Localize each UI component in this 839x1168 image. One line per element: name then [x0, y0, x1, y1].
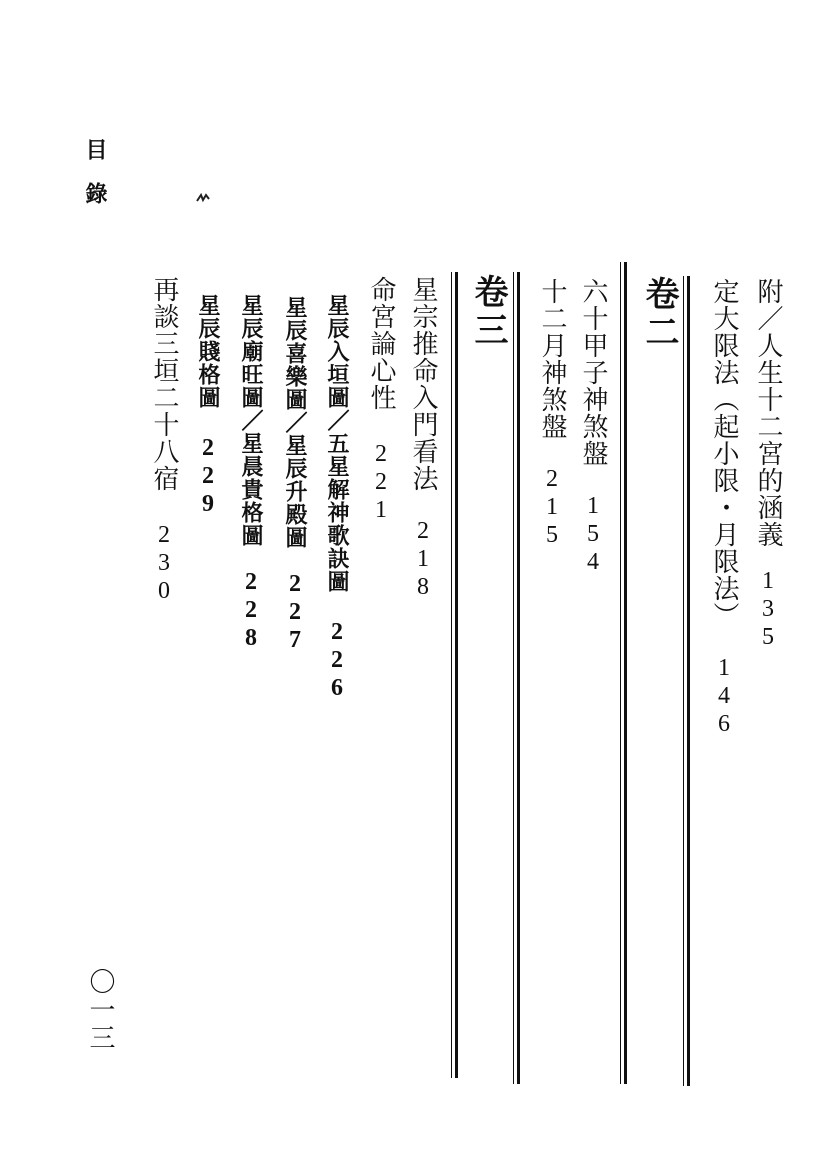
- toc-entry-page: 226: [324, 619, 350, 703]
- ink-mark-icon: [196, 193, 210, 203]
- toc-entry: [706, 278, 743, 739]
- toc-entry-page: 218: [410, 518, 436, 602]
- toc-entry: [405, 276, 442, 602]
- toc-entry: [280, 296, 311, 655]
- toc-entry: [322, 294, 353, 703]
- column-rule: [513, 272, 520, 1084]
- column-rule: [620, 262, 627, 1084]
- toc-entry-title: 十二月神煞盤: [537, 278, 567, 440]
- toc-entry: [575, 278, 612, 577]
- toc-entry-title: 星辰入垣圖／五星解神歌訣圖: [324, 294, 350, 593]
- toc-entry-page: 154: [580, 493, 606, 577]
- toc-entry: [146, 276, 183, 606]
- toc-entry-page: 230: [151, 522, 177, 606]
- toc-entry-title: 附／人生十二宮的涵義: [753, 278, 783, 548]
- toc-entry-page: 146: [711, 655, 737, 739]
- toc-entry-page: 229: [195, 435, 221, 519]
- toc-entry-page: 228: [238, 569, 264, 653]
- running-header-char-2: 錄: [82, 182, 108, 208]
- toc-entry: [534, 278, 571, 550]
- volume-heading: 卷三: [468, 274, 508, 350]
- toc-entry-title: 星辰喜樂圖／星辰升殿圖: [282, 296, 308, 549]
- column-rule: [451, 272, 458, 1078]
- toc-entry-title: 星宗推命入門看法: [408, 276, 438, 492]
- toc-entry-title: 定大限法（起小限・月限法）: [709, 278, 739, 629]
- toc-entry: [193, 294, 224, 519]
- toc-entry-title: 星辰廟旺圖／星晨貴格圖: [238, 294, 264, 547]
- toc-entry-page: 215: [539, 466, 565, 550]
- toc-entry: [236, 294, 267, 653]
- toc-entry-page: 227: [282, 571, 308, 655]
- toc-entry-title: 命宮論心性: [366, 276, 396, 411]
- volume-heading: 卷二: [639, 276, 679, 352]
- toc-entry-page: 221: [368, 441, 394, 525]
- toc-entry-title: 再談三垣二十八宿: [149, 276, 179, 492]
- toc-entry-title: 星辰賤格圖: [195, 294, 221, 409]
- toc-entry: [363, 276, 400, 525]
- running-header-char-1: 目: [82, 138, 108, 164]
- toc-entry: [750, 278, 787, 652]
- column-rule: [683, 276, 690, 1086]
- toc-entry-title: 六十甲子神煞盤: [578, 278, 608, 467]
- page-number: 〇一三: [85, 968, 115, 1052]
- toc-entry-page: 135: [755, 568, 781, 652]
